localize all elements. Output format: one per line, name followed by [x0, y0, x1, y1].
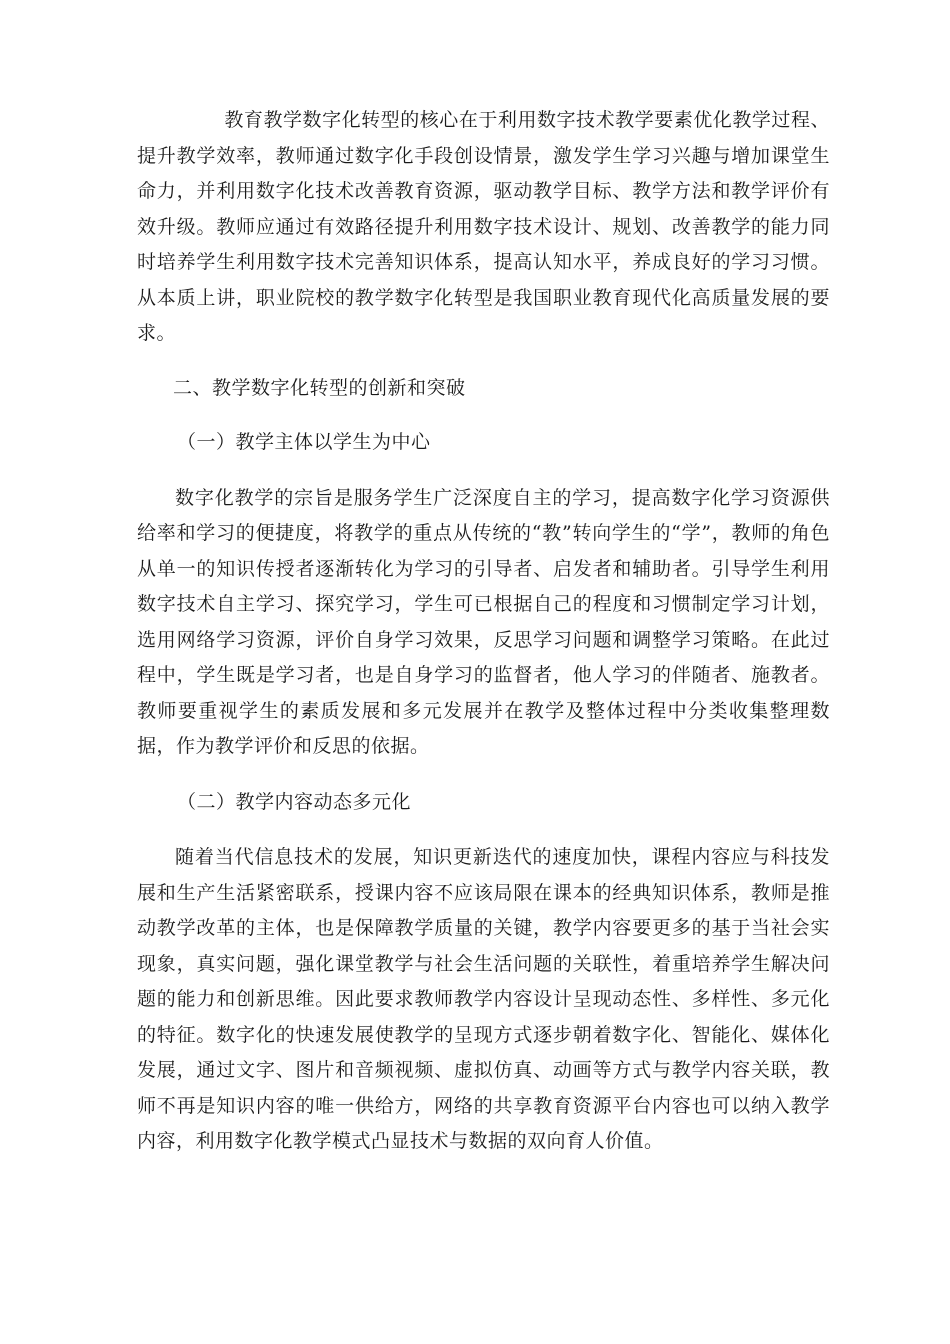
- subsection-heading-dynamic-content: （二）教学内容动态多元化: [177, 790, 412, 813]
- spacer: [137, 820, 830, 840]
- spacer: [137, 765, 830, 785]
- paragraph-digital-transformation-core: 教育教学数字化转型的核心在于利用数字技术教学要素优化教学过程、提升教学效率，教师通过数字化手段创设情景，激发学生学习兴趣与增加课堂生命力，并利用数字化技术改善教育资源，驱动教学目标、教学方法和教学评价有效升级。教师应通过有效路径提升利用数字技术设计、规划、改善教学的能力同时培养学生利用数字技术完善知识体系，提高认知水平，养成良好的学习习惯。从本质上讲，职业院校的教学数字化转型是我国职业教育现代化高质量发展的要求。: [137, 109, 830, 344]
- paragraph-dynamic-content: 随着当代信息技术的发展，知识更新迭代的速度加快，课程内容应与科技发展和生产生活紧密联系，授课内容不应该局限在课本的经典知识体系，教师是推动教学改革的主体，也是保障教学质量的关键，教学内容要更多的基于当社会实现象，真实问题，强化课堂教学与社会生活问题的关联性，着重培养学生解决问题的能力和创新思维。因此要求教师教学内容设计呈现动态性、多样性、多元化的特征。数字化的快速发展使教学的呈现方式逐步朝着数字化、智能化、媒体化发展，通过文字、图片和音频视频、虚拟仿真、动画等方式与教学内容关联，教师不再是知识内容的唯一供给方，网络的共享教育资源平台内容也可以纳入教学内容，利用数字化教学模式凸显技术与数据的双向育人价值。: [137, 846, 830, 1152]
- section-heading-innovation: 二、教学数字化转型的创新和突破: [173, 376, 466, 399]
- spacer: [137, 406, 830, 425]
- spacer: [137, 352, 830, 371]
- spacer: [137, 461, 830, 481]
- subsection-heading-student-centered: （一）教学主体以学生为中心: [177, 431, 431, 453]
- paragraph-student-centered: 数字化教学的宗旨是服务学生广泛深度自主的学习，提高数字化学习资源供给率和学习的便捷度，将教学的重点从传统的“教”转向学生的“学”，教师的角色从单一的知识传授者逐渐转化为学习的引导者、启发者和辅助者。引导学生利用数字技术自主学习、探究学习，学生可已根据自己的程度和习惯制定学习计划，选用网络学习资源，评价自身学习效果，反思学习问题和调整学习策略。在此过程中，学生既是学习者，也是自身学习的监督者，他人学习的伴随者、施教者。教师要重视学生的素质发展和多元发展并在教学及整体过程中分类收集整理数据，作为教学评价和反思的依据。: [137, 486, 830, 757]
